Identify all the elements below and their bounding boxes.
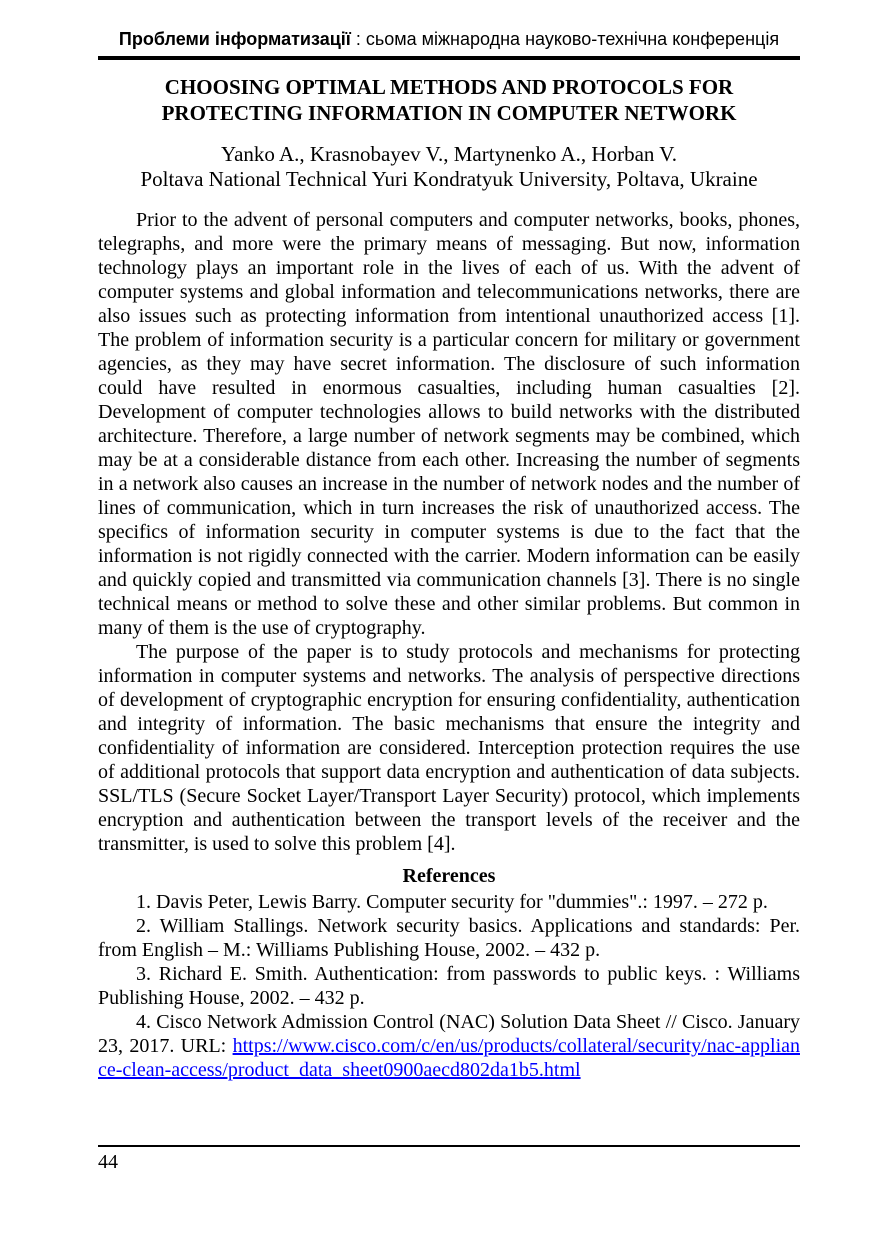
affiliation-line: Poltava National Technical Yuri Kondratyuk University, Poltava, Ukraine (140, 167, 758, 191)
reference-4-link[interactable]: https://www.cisco.com/c/en/us/products/collateral/security/nac-appliance-clean-access/product_data_sheet0900aecd802da1b5.html (98, 1035, 800, 1081)
footer-rule (98, 1145, 800, 1147)
paper-title: CHOOSING OPTIMAL METHODS AND PROTOCOLS FOR PROTECTING INFORMATION IN COMPUTER NETWORK (161, 75, 737, 125)
reference-item-2: 2. William Stallings. Network security basics. Applications and standards: Per. from English – M.: Williams Publishing House, 2002. – 432 p. (98, 915, 800, 961)
body-paragraph-2: The purpose of the paper is to study protocols and mechanisms for protecting information in computer systems and networks. The analysis of perspective directions of development of cryptographic encryption for ensuring confidentiality, authentication and integrity of information. The basic mechanisms that ensure the integrity and confidentiality of information are considered. Interception protection requires the use of additional protocols that support data encryption and authentication of data subjects. SSL/TLS (Secure Socket Layer/Transport Layer Security) protocol, which implements encryption and authentication between the transport levels of the receiver and the transmitter, is used to solve this problem [4]. (98, 641, 800, 855)
reference-item-4 (98, 1010, 800, 1082)
reference-4-text: 4. Cisco Network Admission Control (NAC) Solution Data Sheet // Cisco. January 23, 2017. URL: (98, 1011, 800, 1057)
conference-name: Проблеми інформатизації (118, 29, 351, 49)
body-paragraph-1: Prior to the advent of personal computers and computer networks, books, phones, telegraphs, and more were the primary means of messaging. But now, information technology plays an important role in the lives of each of us. With the advent of computer systems and global information and telecommunications networks, there are also issues such as protecting information from intentional unauthorized access [1]. The problem of information security is a particular concern for military or government agencies, as they may have secret information. The disclosure of such information could have resulted in enormous casualties, including human casualties [2]. Development of computer technologies allows to build networks with the distributed architecture. Therefore, a large number of network segments may be combined, which may be at a considerable distance from each other. Increasing the number of segments in a network also causes an increase in the number of network nodes and the number of lines of communication, which in turn increases the risk of unauthorized access. The specifics of information security in computer systems is due to the fact that the information is not rigidly connected with the carrier. Modern information can be easily and quickly copied and transmitted via communication channels [3]. There is no single technical means or method to solve these and other similar problems. But common in many of them is the use of cryptography. (98, 209, 800, 639)
authors-line: Yanko A., Krasnobayev V., Martynenko A., Horban V. (221, 142, 677, 166)
page-footer (98, 1145, 800, 1174)
reference-item-3: 3. Richard E. Smith. Authentication: from passwords to public keys. : Williams Publishing House, 2002. – 432 p. (98, 963, 800, 1009)
page-content (0, 28, 875, 1082)
header-rule (98, 56, 800, 60)
page-number: 44 (98, 1151, 118, 1173)
conference-subtitle: : сьома міжнародна науково-технічна конференція (350, 29, 780, 49)
running-header (98, 28, 800, 50)
references-heading: References (402, 865, 496, 887)
reference-item-1: 1. Davis Peter, Lewis Barry. Computer security for "dummies".: 1997. – 272 p. (136, 891, 768, 913)
